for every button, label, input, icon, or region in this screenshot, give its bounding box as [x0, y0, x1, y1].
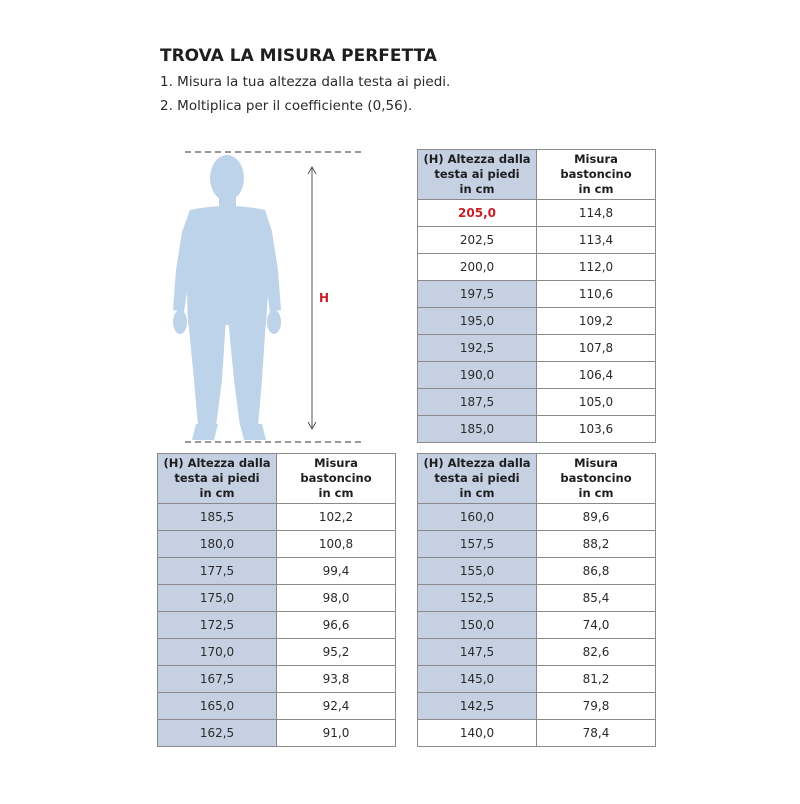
height-cell: 155,0 — [418, 558, 537, 585]
height-cell: 187,5 — [418, 389, 537, 416]
table-row — [418, 362, 656, 389]
pole-length-cell: 74,0 — [537, 612, 656, 639]
height-cell: 142,5 — [418, 693, 537, 720]
table-row — [418, 585, 656, 612]
pole-length-cell: 92,4 — [277, 693, 396, 720]
table-row — [158, 612, 396, 639]
table-row — [418, 639, 656, 666]
table-row — [158, 639, 396, 666]
height-cell: 172,5 — [158, 612, 277, 639]
height-column-header: (H) Altezza dalla testa ai piedi in cm — [418, 454, 537, 504]
pole-length-cell: 85,4 — [537, 585, 656, 612]
table-row — [418, 281, 656, 308]
pole-length-cell: 89,6 — [537, 504, 656, 531]
height-cell: 147,5 — [418, 639, 537, 666]
pole-column-header: Misura bastoncino in cm — [537, 454, 656, 504]
height-cell: 167,5 — [158, 666, 277, 693]
height-cell: 200,0 — [418, 254, 537, 281]
table-row — [418, 227, 656, 254]
table-row — [418, 504, 656, 531]
table-row — [158, 720, 396, 747]
height-cell: 205,0 — [418, 200, 537, 227]
size-table-bottom-left — [157, 453, 396, 747]
height-column-header: (H) Altezza dalla testa ai piedi in cm — [158, 454, 277, 504]
table-row — [418, 612, 656, 639]
table-header-row — [158, 454, 396, 504]
pole-length-cell: 86,8 — [537, 558, 656, 585]
table-row — [418, 335, 656, 362]
size-table-top — [417, 149, 656, 443]
table-row — [158, 666, 396, 693]
table-row — [418, 720, 656, 747]
size-table-bottom-right — [417, 453, 656, 747]
height-cell: 150,0 — [418, 612, 537, 639]
pole-length-cell: 88,2 — [537, 531, 656, 558]
pole-length-cell: 114,8 — [537, 200, 656, 227]
table-header-row — [418, 150, 656, 200]
pole-length-cell: 81,2 — [537, 666, 656, 693]
height-cell: 185,5 — [158, 504, 277, 531]
table-row — [418, 693, 656, 720]
table-row — [418, 531, 656, 558]
table-row — [158, 531, 396, 558]
height-cell: 160,0 — [418, 504, 537, 531]
height-cell: 140,0 — [418, 720, 537, 747]
pole-length-cell: 103,6 — [537, 416, 656, 443]
height-cell: 190,0 — [418, 362, 537, 389]
pole-length-cell: 109,2 — [537, 308, 656, 335]
person-body — [173, 155, 281, 440]
table-row — [418, 200, 656, 227]
height-cell: 165,0 — [158, 693, 277, 720]
pole-column-header: Misura bastoncino in cm — [537, 150, 656, 200]
pole-length-cell: 96,6 — [277, 612, 396, 639]
instruction-step-2: 2. Moltiplica per il coefficiente (0,56). — [160, 98, 413, 114]
height-cell: 197,5 — [418, 281, 537, 308]
pole-length-cell: 78,4 — [537, 720, 656, 747]
height-cell: 195,0 — [418, 308, 537, 335]
height-cell: 145,0 — [418, 666, 537, 693]
pole-length-cell: 95,2 — [277, 639, 396, 666]
height-cell: 177,5 — [158, 558, 277, 585]
pole-length-cell: 91,0 — [277, 720, 396, 747]
height-cell: 180,0 — [158, 531, 277, 558]
height-arrow — [308, 167, 316, 429]
height-cell: 152,5 — [418, 585, 537, 612]
page-title: TROVA LA MISURA PERFETTA — [160, 46, 437, 66]
pole-length-cell: 102,2 — [277, 504, 396, 531]
height-cell: 202,5 — [418, 227, 537, 254]
pole-length-cell: 112,0 — [537, 254, 656, 281]
table-row — [158, 585, 396, 612]
table-row — [418, 666, 656, 693]
pole-length-cell: 93,8 — [277, 666, 396, 693]
table-row — [418, 558, 656, 585]
table-header-row — [418, 454, 656, 504]
pole-length-cell: 105,0 — [537, 389, 656, 416]
height-cell: 192,5 — [418, 335, 537, 362]
height-cell: 185,0 — [418, 416, 537, 443]
pole-length-cell: 98,0 — [277, 585, 396, 612]
height-cell: 162,5 — [158, 720, 277, 747]
height-cell: 175,0 — [158, 585, 277, 612]
height-cell: 170,0 — [158, 639, 277, 666]
height-label: H — [319, 291, 330, 305]
pole-length-cell: 107,8 — [537, 335, 656, 362]
table-row — [418, 308, 656, 335]
table-row — [158, 693, 396, 720]
instruction-step-1: 1. Misura la tua altezza dalla testa ai piedi. — [160, 74, 451, 90]
table-row — [418, 254, 656, 281]
pole-length-cell: 79,8 — [537, 693, 656, 720]
pole-length-cell: 99,4 — [277, 558, 396, 585]
height-column-header: (H) Altezza dalla testa ai piedi in cm — [418, 150, 537, 200]
table-row — [418, 416, 656, 443]
table-row — [158, 504, 396, 531]
table-row — [418, 389, 656, 416]
height-cell: 157,5 — [418, 531, 537, 558]
pole-column-header: Misura bastoncino in cm — [277, 454, 396, 504]
pole-length-cell: 110,6 — [537, 281, 656, 308]
table-row — [158, 558, 396, 585]
pole-length-cell: 100,8 — [277, 531, 396, 558]
pole-length-cell: 106,4 — [537, 362, 656, 389]
pole-length-cell: 113,4 — [537, 227, 656, 254]
pole-length-cell: 82,6 — [537, 639, 656, 666]
